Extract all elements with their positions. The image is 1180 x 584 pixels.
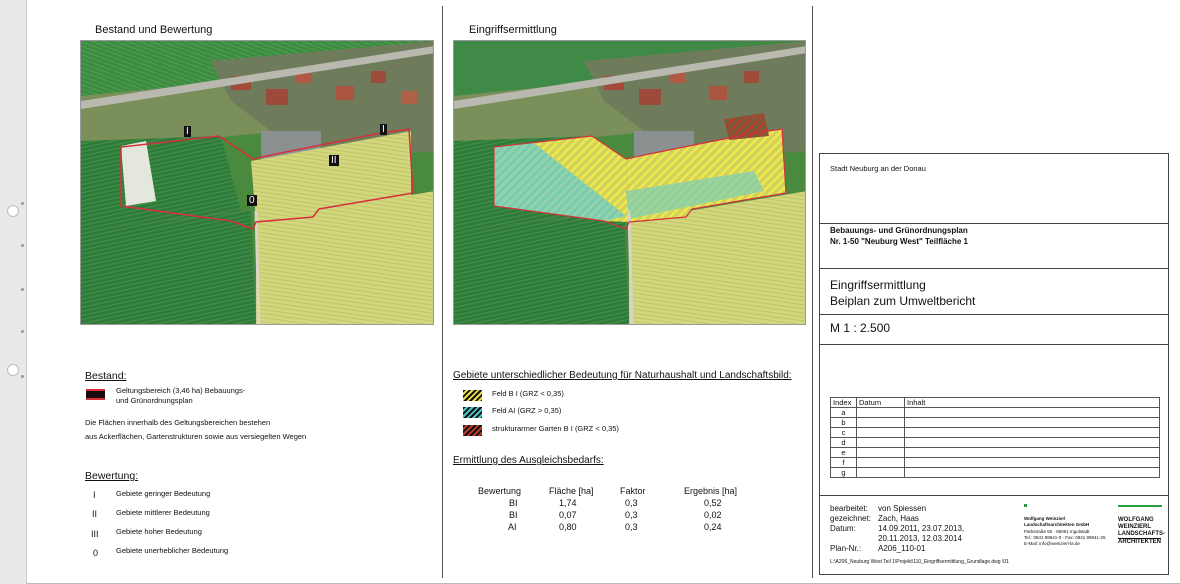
title-block-divider xyxy=(820,495,1168,496)
dot-mark xyxy=(21,375,24,378)
office-line: E-Mail: info@weinzierl-la.de xyxy=(1024,541,1080,546)
table-cell: 0,80 xyxy=(559,522,577,532)
index-row xyxy=(831,458,1160,468)
legend-swatch-feld-bi xyxy=(463,390,482,401)
bearbeitet-label: bearbeitet: xyxy=(830,504,868,513)
index-header-row xyxy=(831,398,1160,408)
map-label: I xyxy=(186,126,189,137)
index-row xyxy=(831,468,1160,478)
plannr-label: Plan-Nr.: xyxy=(830,544,862,553)
table-cell: 0,3 xyxy=(625,498,638,508)
index-content xyxy=(905,418,1160,428)
datum-label: Datum: xyxy=(830,524,856,533)
punch-hole xyxy=(7,205,19,217)
table-cell: 0,07 xyxy=(559,510,577,520)
table-cell: 0,02 xyxy=(704,510,722,520)
table-cell: 0,24 xyxy=(704,522,722,532)
index-date xyxy=(857,468,905,478)
index-letter: d xyxy=(831,438,857,448)
bewertung-symbol: 0 xyxy=(93,548,99,558)
bearbeitet-value: von Spiessen xyxy=(878,504,927,513)
index-table xyxy=(830,397,1160,478)
logo-bar xyxy=(1118,505,1162,507)
index-header: Index xyxy=(831,398,857,408)
gebiete-heading: Gebiete unterschiedlicher Bedeutung für Naturhaushalt und Landschaftsbild: xyxy=(453,370,792,381)
bewertung-heading: Bewertung: xyxy=(85,470,139,482)
legend-label: Feld AI (GRZ > 0,35) xyxy=(492,406,562,415)
aerial-map-bestand xyxy=(81,41,434,325)
index-date xyxy=(857,408,905,418)
legend-label: strukturarmer Garten B I (GRZ < 0,35) xyxy=(492,424,619,433)
table-cell: BI xyxy=(509,510,518,520)
plan-title-line1: Bebauungs- und Grünordnungsplan xyxy=(830,226,968,235)
index-letter: g xyxy=(831,468,857,478)
gezeichnet-value: Zach, Haas xyxy=(878,514,919,523)
bestand-heading: Bestand: xyxy=(85,370,127,382)
index-date xyxy=(857,428,905,438)
file-path: L:\A206_Neuburg West Teil 1\Projekt\110_Eingriffsermittlung_Grundlage.dwg \01 xyxy=(830,559,1009,565)
middle-panel-title: Eingriffsermittlung xyxy=(469,24,557,36)
index-date xyxy=(857,458,905,468)
logo-text: WOLFGANG xyxy=(1118,517,1154,523)
table-header: Fläche [ha] xyxy=(549,486,594,496)
title-block-divider xyxy=(820,268,1168,269)
index-letter: f xyxy=(831,458,857,468)
bestand-legend-line1: Geltungsbereich (3,46 ha) Bebauungs- xyxy=(116,386,246,395)
plannr-value: A206_110-01 xyxy=(878,544,926,553)
bewertung-symbol: I xyxy=(93,490,96,500)
map-label: I xyxy=(382,124,385,135)
bewertung-label: Gebiete mittlerer Bedeutung xyxy=(116,508,210,517)
index-row xyxy=(831,418,1160,428)
table-cell: 1,74 xyxy=(559,498,577,508)
plan-title-line2: Nr. 1-50 "Neuburg West" Teilfläche 1 xyxy=(830,237,968,246)
title-block-divider xyxy=(820,314,1168,315)
dot-mark xyxy=(21,202,24,205)
office-line: Tel.: 0841 99941-0 · Fax: 0841 99941-25 xyxy=(1024,535,1106,540)
index-row xyxy=(831,448,1160,458)
office-line: Landschaftsarchitekten GmbH xyxy=(1024,522,1090,527)
table-cell: BI xyxy=(509,498,518,508)
table-cell: 0,52 xyxy=(704,498,722,508)
title-block-divider xyxy=(820,344,1168,345)
map-eingriff xyxy=(453,40,806,325)
ausgleich-heading: Ermittlung des Ausgleichsbedarfs: xyxy=(453,455,604,466)
logo-text: LANDSCHAFTS- xyxy=(1118,531,1165,537)
panel-divider xyxy=(442,6,443,578)
subject-line2: Beiplan zum Umweltbericht xyxy=(830,294,976,308)
office-logo-dot xyxy=(1024,504,1027,507)
bestand-text-line1: Die Flächen innerhalb des Geltungsbereichen bestehen xyxy=(85,418,271,427)
panel-divider xyxy=(812,6,813,578)
legend-swatch-garten xyxy=(463,425,482,436)
logo-text: WEINZIERL xyxy=(1118,524,1151,530)
title-block-divider xyxy=(820,223,1168,224)
index-content xyxy=(905,438,1160,448)
legend-label: Feld B I (GRZ < 0,35) xyxy=(492,389,564,398)
scale: M 1 : 2.500 xyxy=(830,321,891,335)
table-cell: 0,3 xyxy=(625,522,638,532)
bewertung-symbol: II xyxy=(92,509,98,519)
bestand-text-line2: aus Ackerflächen, Gartenstrukturen sowie aus versiegelten Wegen xyxy=(85,432,307,441)
table-header: Ergebnis [ha] xyxy=(684,486,738,496)
bewertung-label: Gebiete hoher Bedeutung xyxy=(116,527,202,536)
bewertung-label: Gebiete geringer Bedeutung xyxy=(116,489,211,498)
index-letter: b xyxy=(831,418,857,428)
table-cell: 0,3 xyxy=(625,510,638,520)
logo-text: ARCHITEKTEN xyxy=(1118,539,1161,545)
subject-line1: Eingriffsermittlung xyxy=(830,278,926,292)
bewertung-symbol: III xyxy=(91,529,99,539)
index-content xyxy=(905,468,1160,478)
legend-swatch-feld-ai xyxy=(463,407,482,418)
datum-value1: 14.09.2011, 23.07.2013, xyxy=(878,524,965,533)
gezeichnet-label: gezeichnet: xyxy=(830,514,871,523)
left-panel-title: Bestand und Bewertung xyxy=(95,24,213,36)
client-name: Stadt Neuburg an der Donau xyxy=(830,164,926,173)
bewertung-label: Gebiete unerheblicher Bedeutung xyxy=(116,546,229,555)
dot-mark xyxy=(21,330,24,333)
office-line: Wolfgang Weinzierl xyxy=(1024,516,1066,521)
index-content xyxy=(905,458,1160,468)
dot-mark xyxy=(21,244,24,247)
index-row xyxy=(831,428,1160,438)
index-row xyxy=(831,408,1160,418)
map-label: II xyxy=(331,155,337,166)
datum-value2: 20.11.2013, 12.03.2014 xyxy=(878,534,962,543)
index-header: Inhalt xyxy=(905,398,1160,408)
bestand-legend-line2: und Grünordnungsplan xyxy=(116,396,193,405)
index-content xyxy=(905,428,1160,438)
table-header: Bewertung xyxy=(478,486,522,496)
index-header: Datum xyxy=(857,398,905,408)
office-line: Parkstraße 50 · 85051 Ingolstadt xyxy=(1024,529,1090,534)
index-content xyxy=(905,448,1160,458)
map-bestand xyxy=(80,40,434,325)
punch-hole xyxy=(7,364,19,376)
map-label: 0 xyxy=(249,195,255,206)
title-block xyxy=(819,153,1169,575)
index-content xyxy=(905,408,1160,418)
index-date xyxy=(857,448,905,458)
index-letter: a xyxy=(831,408,857,418)
index-date xyxy=(857,438,905,448)
table-header: Faktor xyxy=(620,486,646,496)
table-cell: AI xyxy=(508,522,517,532)
index-row xyxy=(831,438,1160,448)
dot-mark xyxy=(21,288,24,291)
index-letter: e xyxy=(831,448,857,458)
binding-strip xyxy=(0,0,26,584)
index-date xyxy=(857,418,905,428)
index-letter: c xyxy=(831,428,857,438)
boundary-legend-swatch xyxy=(86,389,105,400)
aerial-map-eingriff xyxy=(454,41,806,325)
